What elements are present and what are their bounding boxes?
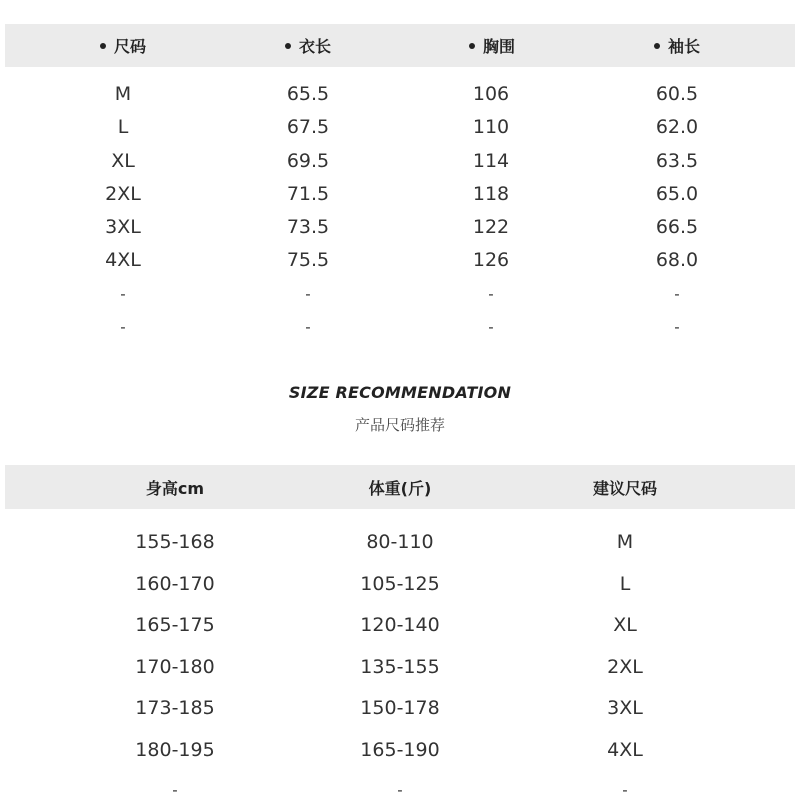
table-cell: 4XL <box>607 739 643 761</box>
table-cell: 2XL <box>105 183 141 205</box>
table-cell: 69.5 <box>286 150 330 172</box>
table-cell: - <box>305 318 311 336</box>
header-label: 尺码 <box>113 37 147 56</box>
table-cell: 80-110 <box>366 531 434 553</box>
table-cell: 2XL <box>607 656 643 678</box>
table-cell: 173-185 <box>135 697 215 719</box>
table-cell: 160-170 <box>135 573 215 595</box>
table-cell: XL <box>613 614 637 636</box>
table-cell: 114 <box>472 150 510 172</box>
table-cell: 62.0 <box>655 116 699 138</box>
table-cell: - <box>674 318 680 336</box>
header-label: 建议尺码 <box>592 478 658 498</box>
header-label: 胸围 <box>482 37 516 56</box>
table-cell: 3XL <box>607 697 643 719</box>
table-cell: 150-178 <box>360 697 440 719</box>
header-label: 身高cm <box>145 478 205 498</box>
table-cell: 67.5 <box>286 116 330 138</box>
table-cell: 66.5 <box>655 216 699 238</box>
table-cell: - <box>172 781 178 799</box>
table-cell: L <box>117 116 129 138</box>
size-header-size <box>100 34 146 57</box>
rec-header-weight <box>369 476 432 499</box>
table-cell: 135-155 <box>360 656 440 678</box>
table-cell: - <box>488 318 494 336</box>
table-cell: - <box>120 285 126 303</box>
recommendation-table-header <box>5 465 795 509</box>
table-cell: 105-125 <box>360 573 440 595</box>
table-cell: XL <box>111 150 135 172</box>
table-cell: 63.5 <box>655 150 699 172</box>
bullet-icon <box>654 43 660 49</box>
table-cell: - <box>674 285 680 303</box>
bullet-icon <box>100 43 106 49</box>
size-header-sleeve <box>654 34 700 57</box>
rec-header-height <box>146 476 204 499</box>
bullet-icon <box>469 43 475 49</box>
table-cell: 165-175 <box>135 614 215 636</box>
table-cell: 126 <box>472 249 510 271</box>
bullet-icon <box>285 43 291 49</box>
header-label: 体重(斤) <box>368 478 432 498</box>
table-cell: 71.5 <box>286 183 330 205</box>
table-cell: 60.5 <box>655 83 699 105</box>
table-cell: 118 <box>472 183 510 205</box>
table-cell: - <box>120 318 126 336</box>
table-cell: M <box>616 531 634 553</box>
size-header-chest <box>469 34 515 57</box>
table-cell: 110 <box>472 116 510 138</box>
table-cell: - <box>305 285 311 303</box>
header-label: 衣长 <box>298 37 332 56</box>
table-cell: 65.0 <box>655 183 699 205</box>
table-cell: 106 <box>472 83 510 105</box>
recommendation-subtitle: 产品尺码推荐 <box>354 416 445 434</box>
table-cell: 68.0 <box>655 249 699 271</box>
table-cell: 155-168 <box>135 531 215 553</box>
table-cell: 165-190 <box>360 739 440 761</box>
table-cell: 170-180 <box>135 656 215 678</box>
table-cell: 122 <box>472 216 510 238</box>
table-cell: 3XL <box>105 216 141 238</box>
table-cell: M <box>114 83 132 105</box>
table-cell: 180-195 <box>135 739 215 761</box>
table-cell: 65.5 <box>286 83 330 105</box>
rec-header-size <box>593 476 657 499</box>
table-cell: - <box>622 781 628 799</box>
header-label: 袖长 <box>667 37 701 56</box>
table-cell: 4XL <box>105 249 141 271</box>
table-cell: 75.5 <box>286 249 330 271</box>
size-header-length <box>285 34 331 57</box>
table-cell: - <box>488 285 494 303</box>
table-cell: - <box>397 781 403 799</box>
table-cell: L <box>619 573 631 595</box>
table-cell: 120-140 <box>360 614 440 636</box>
recommendation-title: SIZE RECOMMENDATION <box>288 383 512 402</box>
size-table-header <box>5 24 795 67</box>
table-cell: 73.5 <box>286 216 330 238</box>
